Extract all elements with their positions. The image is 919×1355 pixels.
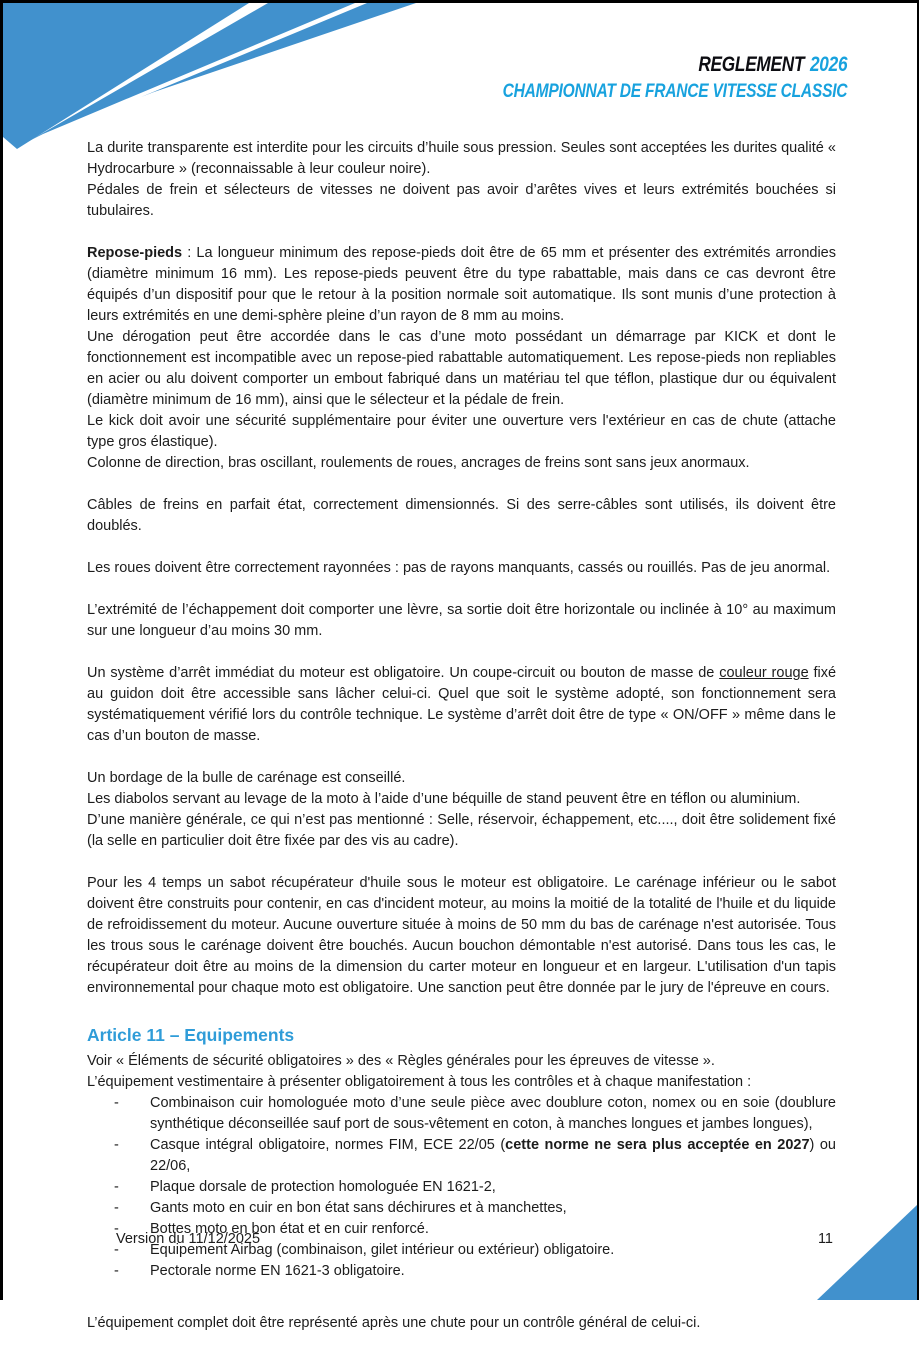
bullet-dash: - [114,1095,119,1111]
list-item-text-pre: Casque intégral obligatoire, normes FIM, ECE 22/05 ( [150,1137,506,1153]
repose-pieds-label: Repose-pieds [87,245,183,261]
arret-text-underlined: couleur rouge [719,665,809,681]
paragraph-arret-moteur [87,663,836,747]
header-title-line [502,53,847,77]
article-11-section [87,1051,836,1282]
list-item-plaque-dorsale [87,1177,836,1198]
bullet-dash: - [114,1179,119,1195]
text-durite-2: Pédales de frein et sélecteurs de vitesses ne doivent pas avoir d’arêtes vives et leurs extrémités bouchées si tubulaires. [87,182,836,219]
paragraph-carenage [87,768,836,852]
text-maniere-generale: D’une manière générale, ce qui n’est pas mentionné : Selle, réservoir, échappement, etc...., doit être solidement fixé (la selle en particulier doit être fixée par des vis au cadre). [87,812,836,849]
list-item-text-bold: cette norme ne sera plus acceptée en 2027 [505,1137,810,1153]
header-year: 2026 [809,53,847,76]
list-item-pectorale [87,1261,836,1282]
document-header [502,53,847,103]
page-footer [116,1231,833,1247]
list-item-gants [87,1198,836,1219]
document-body [87,138,836,1355]
article-11-heading: Article 11 – Equipements [87,1025,295,1045]
text-voir: Voir « Éléments de sécurité obligatoires » des « Règles générales pour les épreuves de vitesse ». [87,1053,715,1069]
bullet-dash: - [114,1200,119,1216]
repose-pieds-text: : La longueur minimum des repose-pieds doit être de 65 mm et présenter des extrémités arrondies (diamètre minimum 16 mm). Les repose-pieds peuvent être du type rabattable, mais dans ce cas devront être équipés d’un dispositif pour que le retour à la position normale soit automatique. Ils sont munis d’une protection à leurs extrémités en une demi-sphère pleine d’un rayon de 8 mm au moins. [87,245,836,324]
bullet-dash: - [114,1137,119,1153]
arret-text-post: fixé au guidon doit être accessible sans lâcher celui-ci. Quel que soit le système adopté, son fonctionnement sera systématiquement vérifié lors du contrôle technique. Le système d’arrêt doit être de type « ON/OFF » même dans le cas d’un bouton de masse. [87,665,837,744]
text-durite-1: La durite transparente est interdite pour les circuits d’huile sous pression. Seules sont acceptées les durites qualité « Hydrocarbure » (reconnaissable à leur couleur noire). [87,140,836,177]
text-diabolos: Les diabolos servant au levage de la moto à l’aide d’une béquille de stand peuvent être en téflon ou aluminium. [87,791,801,807]
list-item-text: Pectorale norme EN 1621-3 obligatoire. [150,1263,405,1279]
footer-page-number: 11 [817,1231,833,1247]
list-item-text: Combinaison cuir homologuée moto d’une seule pièce avec doublure coton, nomex ou en soie (doublure synthétique déconseillée sauf port de sous-vêtement en coton, à manches longues et jambes longues), [150,1095,836,1132]
list-item-casque [87,1135,836,1177]
list-item-text: Bottes moto en bon état et en cuir renforcé. [150,1221,429,1237]
bullet-dash: - [114,1242,119,1258]
bullet-dash: - [114,1221,119,1237]
paragraph-repose-pieds [87,243,836,474]
arret-text-pre: Un système d’arrêt immédiat du moteur est obligatoire. Un coupe-circuit ou bouton de masse de [87,665,720,681]
paragraph-echappement: L’extrémité de l’échappement doit comporter une lèvre, sa sortie doit être horizontale ou inclinée à 10° au maximum sur une longueur d’au moins 30 mm. [87,602,836,639]
list-item-text: Gants moto en cuir en bon état sans déchirures et à manchettes, [150,1200,567,1216]
top-left-swoosh-decoration [3,3,463,153]
text-bordage: Un bordage de la bulle de carénage est conseillé. [87,770,406,786]
text-derogation: Une dérogation peut être accordée dans le cas d’une moto possédant un démarrage par KICK et dont le fonctionnement est incompatible avec un repose-pied rabattable automatiquement. Les repose-pieds non repliables en acier ou alu doivent comporter un embout fabriqué dans un matériau tel que téflon, plastique dur ou équivalent (diamètre minimum de 16 mm), ainsi que le sélecteur et la pédale de frein. [87,329,836,408]
equipment-bullet-list [87,1093,836,1282]
paragraph-equipement-complet: L’équipement complet doit être représenté après une chute pour un contrôle général de celui-ci. [87,1315,701,1331]
paragraph-sabot: Pour les 4 temps un sabot récupérateur d'huile sous le moteur est obligatoire. Le carénage inférieur ou le sabot doivent être construits pour contenir, en cas d'incident moteur, au moins la moitié de la totalité de l'huile et du liquide de refroidissement du moteur. Aucune ouverture située à moins de 50 mm du bas de carénage n'est autorisée. Tous les trous sous le carénage doivent être bouchés. Aucun bouchon démontable n'est autorisé. Dans tous les cas, le récupérateur doit être au moins de la dimension du carter moteur en longueur et en largeur. L'utilisation d'un tapis environnemental pour chaque moto est obligatoire. Une sanction peut être donnée par le jury de l'épreuve en cours. [87,875,836,996]
paragraph-cables: Câbles de freins en parfait état, correctement dimensionnés. Si des serre-câbles sont utilisés, ils doivent être doublés. [87,497,836,534]
list-item-text: Equipement Airbag (combinaison, gilet intérieur ou extérieur) obligatoire. [150,1242,615,1258]
header-title: REGLEMENT [698,53,804,76]
paragraph-roues: Les roues doivent être correctement rayonnées : pas de rayons manquants, cassés ou rouillés. Pas de jeu anormal. [87,560,831,576]
paragraph-durite [87,138,836,222]
text-equipement-intro: L’équipement vestimentaire à présenter obligatoirement à tous les contrôles et à chaque manifestation : [87,1074,752,1090]
text-repose-intro [87,243,836,327]
bottom-right-triangle-decoration [817,1205,917,1300]
list-item-text: Plaque dorsale de protection homologuée EN 1621-2, [150,1179,496,1195]
header-subtitle: CHAMPIONNAT DE FRANCE VITESSE CLASSIC [502,81,847,103]
footer-version: Version du 11/12/2025 [116,1231,261,1247]
text-colonne: Colonne de direction, bras oscillant, roulements de roues, ancrages de freins sont sans jeux anormaux. [87,455,750,471]
list-item-text-post: ) ou 22/06, [150,1137,836,1174]
text-kick: Le kick doit avoir une sécurité supplémentaire pour éviter une ouverture vers l'extérieur en cas de chute (attache type gros élastique). [87,413,836,450]
list-item-combinaison [87,1093,836,1135]
bullet-dash: - [114,1263,119,1279]
